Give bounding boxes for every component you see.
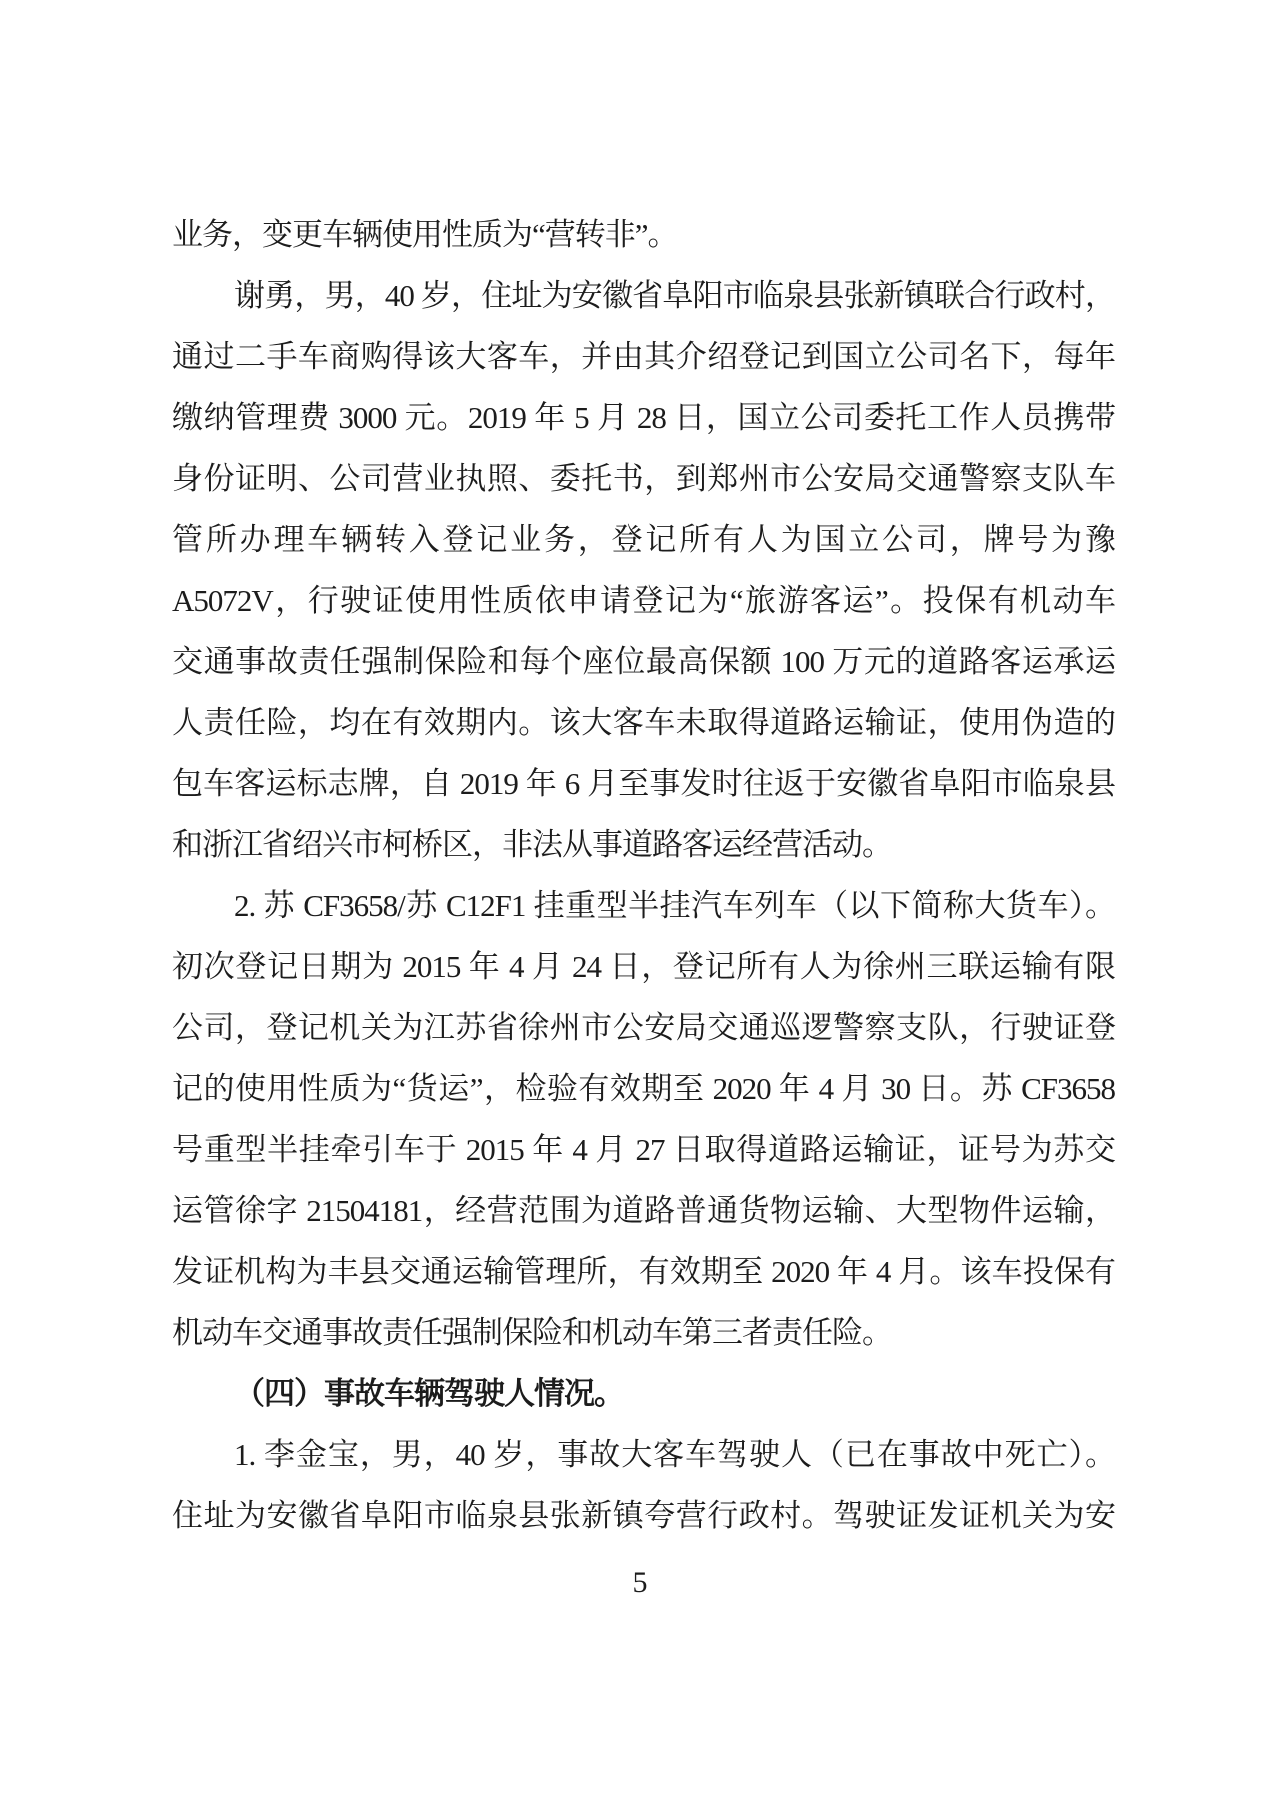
- text-line: 1. 李金宝，男，40 岁，事故大客车驾驶人（已在事故中死亡）。: [234, 1437, 1115, 1472]
- text-line: 机动车交通事故责任强制保险和机动车第三者责任险。: [172, 1315, 892, 1350]
- text-line: 业务，变更车辆使用性质为“营转非”。: [172, 217, 678, 252]
- text-line: 交通事故责任强制保险和每个座位最高保额 100 万元的道路客运承运: [172, 644, 1115, 679]
- document-text-block: [172, 204, 1115, 1546]
- text-line: 2. 苏 CF3658/苏 C12F1 挂重型半挂汽车列车（以下简称大货车）。: [234, 888, 1115, 923]
- text-line: 发证机构为丰县交通运输管理所，有效期至 2020 年 4 月。该车投保有: [172, 1254, 1115, 1289]
- text-line: 记的使用性质为“货运”，检验有效期至 2020 年 4 月 30 日。苏 CF3658: [172, 1071, 1115, 1106]
- text-line: 号重型半挂牵引车于 2015 年 4 月 27 日取得道路运输证，证号为苏交: [172, 1132, 1115, 1167]
- text-line: 运管徐字 21504181，经营范围为道路普通货物运输、大型物件运输，: [172, 1193, 1115, 1228]
- text-line: 管所办理车辆转入登记业务，登记所有人为国立公司，牌号为豫: [172, 522, 1115, 557]
- text-line: 初次登记日期为 2015 年 4 月 24 日，登记所有人为徐州三联运输有限: [172, 949, 1115, 984]
- text-line: A5072V，行驶证使用性质依申请登记为“旅游客运”。投保有机动车: [172, 583, 1115, 618]
- text-line: 缴纳管理费 3000 元。2019 年 5 月 28 日，国立公司委托工作人员携带: [172, 400, 1115, 435]
- text-line: 通过二手车商购得该大客车，并由其介绍登记到国立公司名下，每年: [172, 339, 1115, 374]
- section-heading: （四）事故车辆驾驶人情况。: [234, 1376, 624, 1411]
- text-line: 谢勇，男，40 岁，住址为安徽省阜阳市临泉县张新镇联合行政村，: [234, 278, 1115, 313]
- text-line: 和浙江省绍兴市柯桥区，非法从事道路客运经营活动。: [172, 827, 892, 862]
- text-line: 人责任险，均在有效期内。该大客车未取得道路运输证，使用伪造的: [172, 705, 1115, 740]
- page-number: 5: [632, 1566, 648, 1599]
- text-line: 住址为安徽省阜阳市临泉县张新镇夸营行政村。驾驶证发证机关为安: [172, 1498, 1115, 1533]
- text-line: 身份证明、公司营业执照、委托书，到郑州市公安局交通警察支队车: [172, 461, 1115, 496]
- text-line: 公司，登记机关为江苏省徐州市公安局交通巡逻警察支队，行驶证登: [172, 1010, 1115, 1045]
- text-line: 包车客运标志牌，自 2019 年 6 月至事发时往返于安徽省阜阳市临泉县: [172, 766, 1115, 801]
